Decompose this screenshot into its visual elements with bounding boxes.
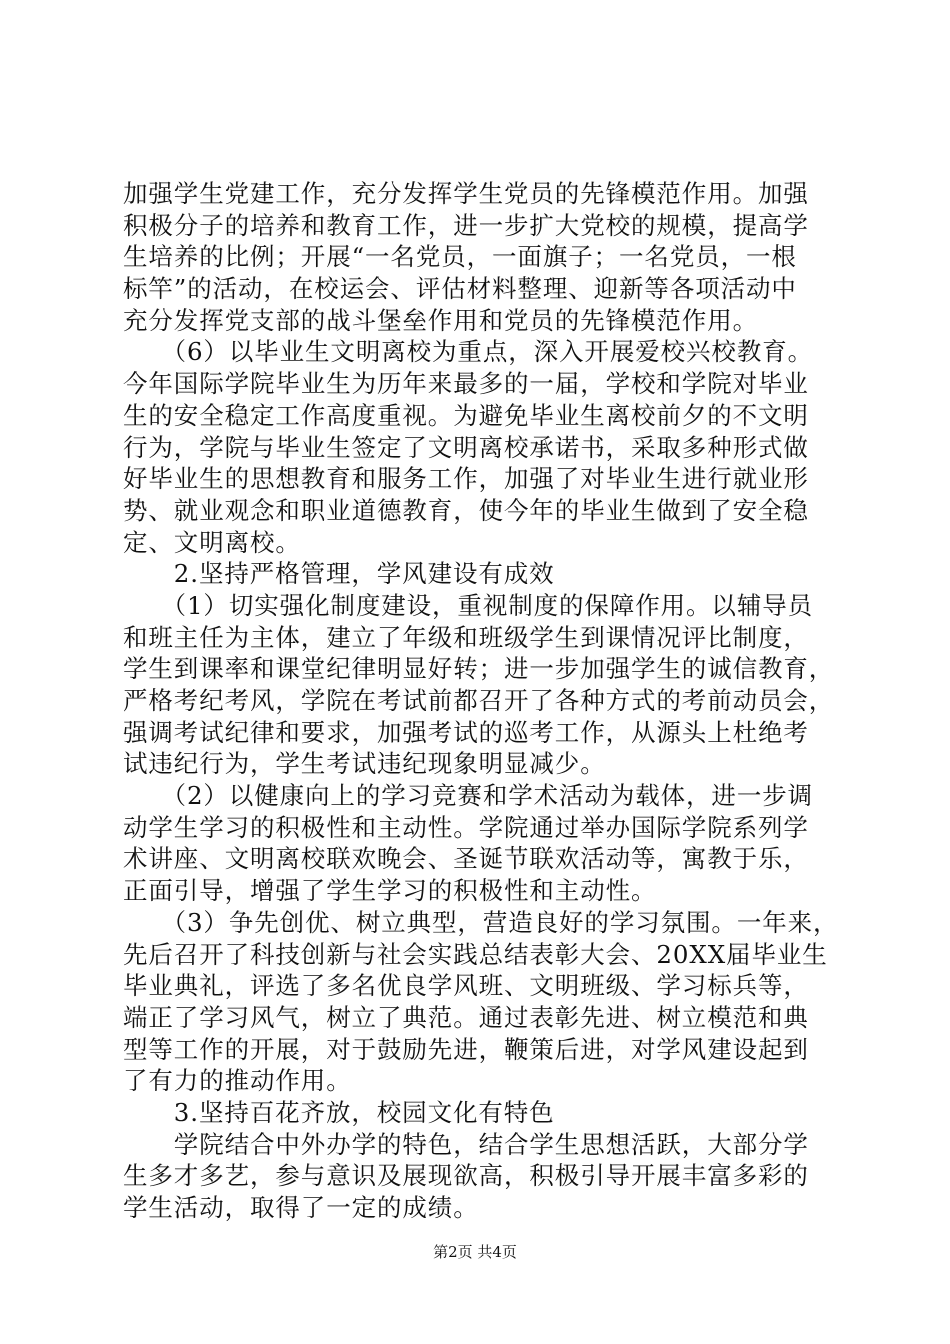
text-line: 和班主任为主体，建立了年级和班级学生到课情况评比制度， — [123, 622, 809, 652]
text-line: 了有力的推动作用。 — [123, 1066, 352, 1096]
text-line: 先后召开了科技创新与社会实践总结表彰大会、20XX届毕业生 — [123, 939, 828, 969]
text-line: 生的安全稳定工作高度重视。为避免毕业生离校前夕的不文明 — [123, 400, 809, 430]
text-line: （2）以健康向上的学习竞赛和学术活动为载体，进一步调 — [123, 781, 814, 811]
text-line: 定、文明离校。 — [123, 527, 301, 557]
text-line: （1）切实强化制度建设，重视制度的保障作用。以辅导员 — [123, 590, 814, 620]
body-text — [123, 178, 839, 1224]
text-line: 学院结合中外办学的特色，结合学生思想活跃，大部分学 — [123, 1129, 809, 1159]
text-line: 端正了学习风气，树立了典范。通过表彰先进、树立模范和典 — [123, 1002, 809, 1032]
text-line: 型等工作的开展，对于鼓励先进，鞭策后进，对学风建设起到 — [123, 1034, 809, 1064]
text-line: 生多才多艺，参与意识及展现欲高，积极引导开展丰富多彩的 — [123, 1161, 809, 1191]
text-line: 严格考纪考风，学院在考试前都召开了各种方式的考前动员会， — [123, 686, 835, 715]
text-line: 势、就业观念和职业道德教育，使今年的毕业生做到了安全稳 — [123, 495, 809, 525]
text-line: 好毕业生的思想教育和服务工作，加强了对毕业生进行就业形 — [123, 464, 809, 494]
text-line: 术讲座、文明离校联欢晚会、圣诞节联欢活动等，寓教于乐， — [123, 844, 809, 874]
text-line: 动学生学习的积极性和主动性。学院通过举办国际学院系列学 — [123, 812, 809, 842]
text-line: （3）争先创优、树立典型，营造良好的学习氛围。一年来， — [123, 907, 839, 937]
text-line: 加强学生党建工作，充分发挥学生党员的先锋模范作用。加强 — [123, 179, 809, 208]
text-line: 学生到课率和课堂纪律明显好转；进一步加强学生的诚信教育， — [123, 654, 835, 684]
text-line: 行为，学院与毕业生签定了文明离校承诺书，采取多种形式做 — [123, 432, 809, 462]
text-line: 正面引导，增强了学生学习的积极性和主动性。 — [123, 876, 657, 906]
page-footer: 第2页 共4页 — [433, 1243, 517, 1261]
text-line: 积极分子的培养和教育工作，进一步扩大党校的规模，提高学 — [123, 210, 809, 240]
section-heading: 2.坚持严格管理，学风建设有成效 — [123, 559, 555, 589]
text-line: 生培养的比例；开展“一名党员，一面旗子；一名党员，一根 — [123, 242, 797, 272]
text-line: 今年国际学院毕业生为历年来最多的一届，学校和学院对毕业 — [123, 369, 809, 399]
text-line: 毕业典礼，评选了多名优良学风班、文明班级、学习标兵等， — [123, 971, 809, 1001]
text-line: 试违纪行为，学生考试违纪现象明显减少。 — [123, 749, 606, 779]
text-line: 强调考试纪律和要求，加强考试的巡考工作，从源头上杜绝考 — [123, 717, 809, 747]
text-line: 充分发挥党支部的战斗堡垒作用和党员的先锋模范作用。 — [123, 305, 758, 335]
text-line: 学生活动，取得了一定的成绩。 — [123, 1193, 479, 1222]
section-heading: 3.坚持百花齐放，校园文化有特色 — [123, 1097, 555, 1127]
text-line: 标竿”的活动，在校运会、评估材料整理、迎新等各项活动中 — [123, 274, 797, 304]
text-line: （6）以毕业生文明离校为重点，深入开展爱校兴校教育。 — [123, 337, 814, 367]
